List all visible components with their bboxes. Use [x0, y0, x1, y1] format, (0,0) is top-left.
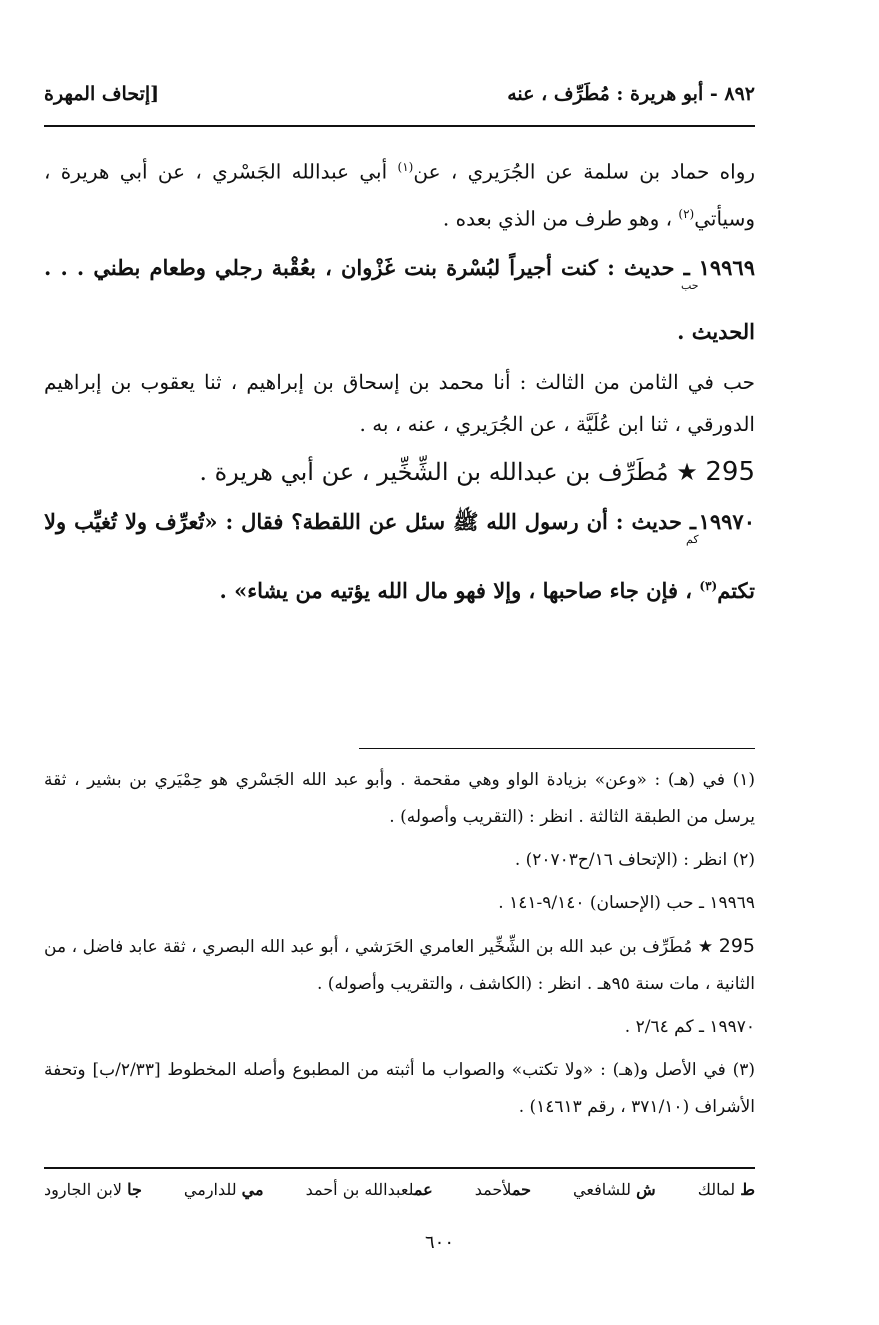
abbreviation-item: جا لابن الجارود: [44, 1180, 142, 1199]
narrator-name: مُطَرِّف بن عبدالله بن الشِّخِّير ، عن أبي هريرة .: [199, 458, 677, 487]
hadith-entry: [44, 245, 755, 355]
star-icon: ★: [697, 937, 714, 957]
source-code: كم: [686, 533, 699, 547]
footnote-3: (٣) في الأصل و(هـ) : «ولا تكتب» والصواب ما أثبته من المطبوع وأصله المخطوط [٢/٣٣/ب] وتحفة الأشراف (٣٧١/١٠ ، رقم ١٤٦١٣) .: [44, 1060, 755, 1117]
abbreviation-item: ش للشافعي: [573, 1180, 656, 1199]
abbreviation-item: مي للدارمي: [183, 1180, 264, 1199]
footnote-ref: (٣): [699, 579, 718, 594]
footnote-ref: (١): [397, 160, 414, 174]
narrator-number: 295: [705, 457, 755, 488]
footnotes: [44, 762, 755, 1132]
abbreviation-item: عملعبدالله بن أحمد: [305, 1180, 433, 1199]
footnote-narrator: 295 ★ مُطَرِّف بن عبد الله بن الشِّخِّير العامري الحَرَشي ، أبو عبد الله البصري ، ثقة عابد فاضل ، من الثانية ، مات سنة ٩٥هـ . انظر : (الكاشف ، والتقريب وأصوله) .: [44, 935, 755, 994]
narration-paragraph: رواه حماد بن سلمة عن الجُرَيري ، عن$^{(١)}$ أبي عبدالله الجَسْري ، عن أبي هريرة ، وسيأتي$^{(٢)}$ ، وهو طرف من الذي بعده .: [44, 159, 756, 231]
isnad-paragraph: حب في الثامن من الثالث : أنا محمد بن إسحاق بن إبراهيم ، ثنا يعقوب بن إبراهيم الدورقي ، ثنا ابن عُلَيَّة ، عن الجُرَيري ، عنه ، به .: [44, 370, 755, 437]
narrator-heading: [44, 451, 755, 493]
abbreviation-key: [44, 1180, 755, 1199]
footnote-source: ١٩٩٧٠ ـ كم ٢/٦٤ .: [624, 1017, 755, 1037]
abbreviation-item: ط لمالك: [697, 1180, 755, 1199]
hadith-number: ١٩٩٧٠: [698, 509, 755, 535]
header-book-title: [إتحاف المهرة: [44, 83, 160, 105]
star-icon: ★: [676, 458, 698, 487]
footnote-separator: [359, 748, 755, 749]
main-text: [44, 146, 755, 620]
footnote-ref: (٢): [678, 206, 695, 221]
header-chapter-title: ٨٩٢ - أبو هريرة : مُطَرِّف ، عنه: [507, 83, 755, 105]
footer-rule: [44, 1167, 755, 1169]
hadith-number: ١٩٩٦٩: [698, 255, 755, 281]
hadith-entry: $١٩٩٧٠_{كم}$ ـ حديث : أن رسول الله ﷺ سئل عن اللقطة؟ فقال : «تُعرِّف ولا تُغيِّب ولا تكتم$^{(٣)}$ ، فإن جاء صاحبها ، وإلا فهو مال الله يؤتيه من يشاء» .: [44, 509, 755, 604]
footnote-2: (٢) انظر : (الإتحاف ١٦/ح٢٠٧٠٣) .: [514, 850, 755, 870]
page-number: ٦٠٠: [424, 1232, 454, 1253]
hadith-text: ـ حديث : كنت أجيراً لبُسْرة بنت غَزْوان ، بعُقْبة رجلي وطعام بطني . . . الحديث .: [44, 255, 755, 345]
header-rule: [44, 125, 755, 127]
source-code: حب: [680, 279, 699, 293]
footnote-source: ١٩٩٦٩ ـ حب (الإحسان) ٩/١٤٠-١٤١ .: [498, 893, 755, 913]
abbreviation-item: حملأحمد: [474, 1180, 531, 1199]
running-header: [44, 76, 755, 112]
footnote-1: (١) في (هـ) : «وعن» بزيادة الواو وهي مقحمة . وأبو عبد الله الجَسْري هو حِمْيَري بن بشير ، ثقة يرسل من الطبقة الثالثة . انظر : (التقريب وأصوله) .: [44, 770, 755, 827]
